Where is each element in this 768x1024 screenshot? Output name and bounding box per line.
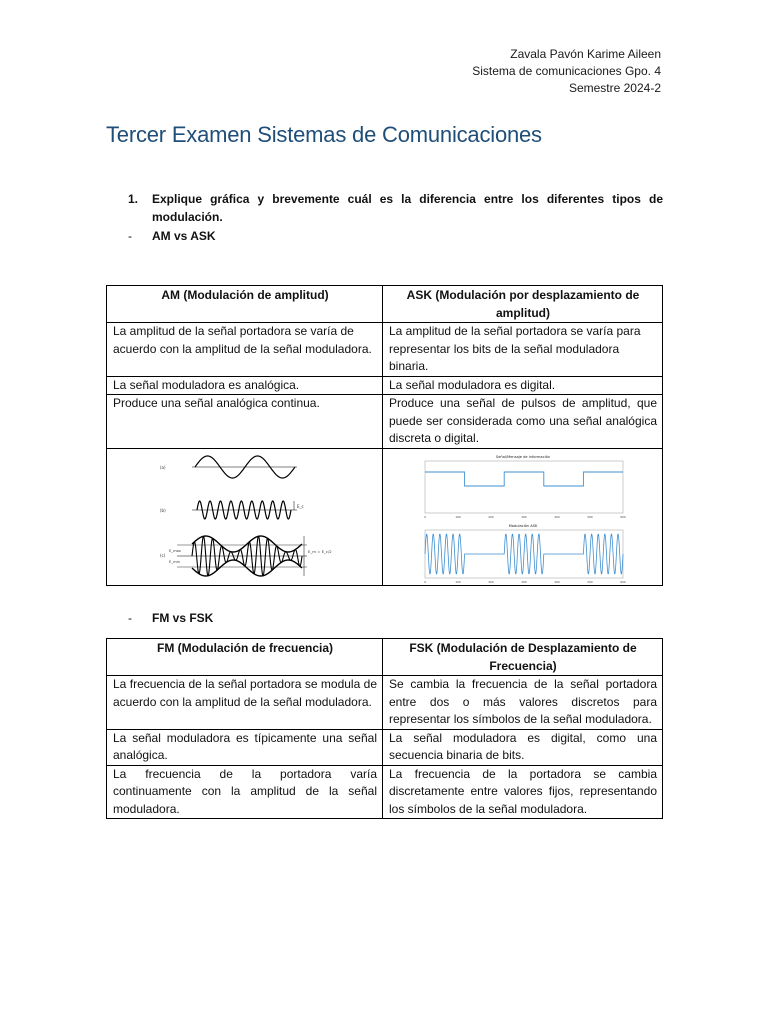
em-label: E_m = E_c/2 xyxy=(308,548,332,554)
course-name: Sistema de comunicaciones Gpo. 4 xyxy=(472,64,661,78)
table-row xyxy=(107,376,663,395)
bullet-dash: - xyxy=(128,611,132,625)
x-tick-label: 400 xyxy=(554,514,560,519)
x-tick-label: 300 xyxy=(521,514,527,519)
upper-envelope xyxy=(192,536,302,552)
x-tick-label: 300 xyxy=(521,579,527,584)
figure-row xyxy=(107,448,663,585)
am-waveforms-image xyxy=(107,449,383,585)
question-text: Explique gráfica y brevemente cuál es la diferencia entre los diferentes tipos de modulación. xyxy=(152,192,663,224)
bullet-dash: - xyxy=(128,229,132,243)
table-header-row xyxy=(107,639,663,676)
table-cell: La frecuencia de la portadora varía continuamente con la amplitud de la señal moduladora. xyxy=(107,765,383,819)
x-tick-label: 500 xyxy=(587,579,593,584)
table-header-row xyxy=(107,286,663,323)
column-header-am: AM (Modulación de amplitud) xyxy=(107,286,383,323)
table-fm-vs-fsk xyxy=(106,638,663,819)
ask-modulated-signal xyxy=(425,534,623,574)
question-number: 1. xyxy=(128,192,139,206)
author-name: Zavala Pavón Karime Aileen xyxy=(510,47,661,61)
x-tick-label: 100 xyxy=(455,579,461,584)
column-header-ask: ASK (Modulación por desplazamiento de amplitud) xyxy=(383,286,663,323)
table-row xyxy=(107,729,663,765)
column-header-fsk: FSK (Modulación de Desplazamiento de Frecuencia) xyxy=(383,639,663,676)
panel-label: (a) xyxy=(160,464,166,470)
emax-label: E_max xyxy=(169,548,181,553)
table-cell: Se cambia la frecuencia de la señal portadora entre dos o más valores discretos para representar los símbolos de la señal moduladora. xyxy=(383,676,663,730)
ask-plots-image xyxy=(383,449,663,585)
panel-label: (b) xyxy=(160,507,166,513)
x-tick-label: 500 xyxy=(587,514,593,519)
column-header-fm: FM (Modulación de frecuencia) xyxy=(107,639,383,676)
table-cell: La frecuencia de la portadora se cambia discretamente entre valores fijos, representando los símbolos de la señal moduladora. xyxy=(383,765,663,819)
x-tick-label: 100 xyxy=(455,514,461,519)
table-cell: La señal moduladora es digital. xyxy=(383,376,663,395)
plot-frame xyxy=(425,461,623,513)
question-1 xyxy=(128,190,663,226)
x-tick-label: 600 xyxy=(620,514,626,519)
table-row xyxy=(107,395,663,449)
x-tick-label: 0 xyxy=(424,514,426,519)
table-cell: La amplitud de la señal portadora se varía para representar los bits de la señal moduladora binaria. xyxy=(383,323,663,377)
table-cell: La señal moduladora es analógica. xyxy=(107,376,383,395)
document-title: Tercer Examen Sistemas de Comunicaciones xyxy=(106,122,542,147)
semester: Semestre 2024-2 xyxy=(568,81,661,95)
table-cell: La señal moduladora es digital, como una secuencia binaria de bits. xyxy=(383,729,663,765)
table-cell: La señal moduladora es típicamente una señal analógica. xyxy=(107,729,383,765)
amplitude-label: E_c xyxy=(297,503,304,509)
x-tick-label: 200 xyxy=(488,514,494,519)
am-waveform-figure xyxy=(107,448,383,585)
x-tick-label: 200 xyxy=(488,579,494,584)
table-cell: Produce una señal de pulsos de amplitud, que puede ser considerada como una señal analógica discreta o digital. xyxy=(383,395,663,449)
table-cell: Produce una señal analógica continua. xyxy=(107,395,383,449)
subheading-am-ask xyxy=(128,227,216,245)
plot-title: Señal/Mensaje de información xyxy=(495,454,551,459)
plot-title: Modulación ASK xyxy=(508,523,538,528)
table-row xyxy=(107,676,663,730)
document-header xyxy=(472,46,661,97)
subheading-label: AM vs ASK xyxy=(152,229,216,243)
panel-label: (c) xyxy=(160,552,166,558)
binary-message-signal xyxy=(425,472,623,486)
x-tick-label: 0 xyxy=(424,579,426,584)
table-row xyxy=(107,323,663,377)
table-cell: La frecuencia de la señal portadora se modula de acuerdo con la amplitud de la señal moduladora. xyxy=(107,676,383,730)
x-tick-label: 400 xyxy=(554,579,560,584)
emin-label: E_min xyxy=(169,559,180,564)
subheading-fm-fsk xyxy=(128,609,213,627)
x-tick-label: 600 xyxy=(620,579,626,584)
ask-waveform-figure xyxy=(383,448,663,585)
table-row xyxy=(107,765,663,819)
table-am-vs-ask xyxy=(106,285,663,586)
table-cell: La amplitud de la señal portadora se varía de acuerdo con la amplitud de la señal moduladora. xyxy=(107,323,383,377)
subheading-label: FM vs FSK xyxy=(152,611,214,625)
